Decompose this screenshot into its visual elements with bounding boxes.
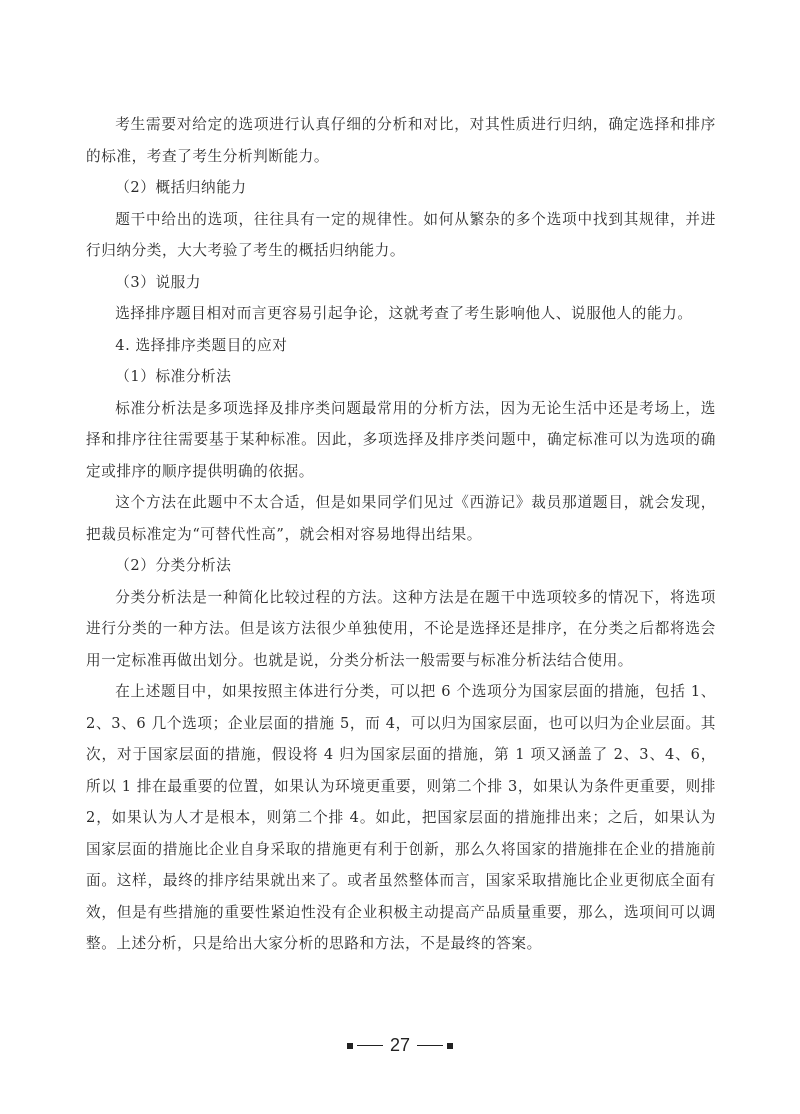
subheading: （1）标准分析法: [115, 368, 232, 385]
paragraph: 标准分析法是多项选择及排序类问题最常用的分析方法，因为无论生活中还是考场上，选择和排序往往需要基于某种标准。因此，多项选择及排序类问题中，确定标准可以为选项的确定或排序的顺序提供明确的依据。: [86, 399, 716, 480]
paragraph: 考生需要对给定的选项进行认真仔细的分析和对比，对其性质进行归纳，确定选择和排序的标准，考查了考生分析判断能力。: [86, 116, 716, 165]
paragraph: 分类分析法是一种简化比较过程的方法。这种方法是在题干中选项较多的情况下，将选项进行分类的一种方法。但是该方法很少单独使用，不论是选择还是排序，在分类之后都将选会用一定标准再做出划分。也就是说，分类分析法一般需要与标准分析法结合使用。: [86, 588, 716, 669]
paragraph: 这个方法在此题中不太合适，但是如果同学们见过《西游记》裁员那道题目，就会发现，把裁员标准定为“可替代性高”，就会相对容易地得出结果。: [86, 494, 716, 543]
square-bullet-icon: [347, 1043, 353, 1049]
body-text: [86, 109, 716, 960]
paragraph: 选择排序题目相对而言更容易引起争论，这就考查了考生影响他人、说服他人的能力。: [115, 305, 693, 322]
square-bullet-icon: [447, 1043, 453, 1049]
dash-rule: [417, 1045, 443, 1047]
paragraph: 在上述题目中，如果按照主体进行分类，可以把 6 个选项分为国家层面的措施，包括 1、2、3、6 几个选项；企业层面的措施 5，而 4，可以归为国家层面，也可以归为企业层面。其次，对于国家层面的措施，假设将 4 归为国家层面的措施，第 1 项又涵盖了 2、3、4、6，所以 1 排在最重要的位置，如果认为环境更重要，则第二个排 3，如果认为条件更重要，则排 2，如果认为人才是根本，则第二个排 4。如此，把国家层面的措施排出来；之后，如果认为国家层面的措施比企业自身采取的措施更有利于创新，那么久将国家的措施排在企业的措施前面。这样，最终的排序结果就出来了。或者虽然整体而言，国家采取措施比企业更彻底全面有效，但是有些措施的重要性紧迫性没有企业积极主动提高产品质量重要，那么，选项间可以调整。上述分析，只是给出大家分析的思路和方法，不是最终的答案。: [86, 683, 716, 952]
subheading: （2）概括归纳能力: [115, 179, 247, 196]
subheading: （2）分类分析法: [115, 557, 232, 574]
paragraph: 题干中给出的选项，往往具有一定的规律性。如何从繁杂的多个选项中找到其规律，并进行归纳分类，大大考验了考生的概括归纳能力。: [86, 210, 716, 259]
page-footer: [0, 1035, 800, 1056]
section-heading: 4. 选择排序类题目的应对: [115, 336, 288, 354]
dash-rule: [357, 1045, 383, 1047]
page-number: 27: [389, 1035, 411, 1055]
subheading: （3）说服力: [115, 273, 202, 291]
